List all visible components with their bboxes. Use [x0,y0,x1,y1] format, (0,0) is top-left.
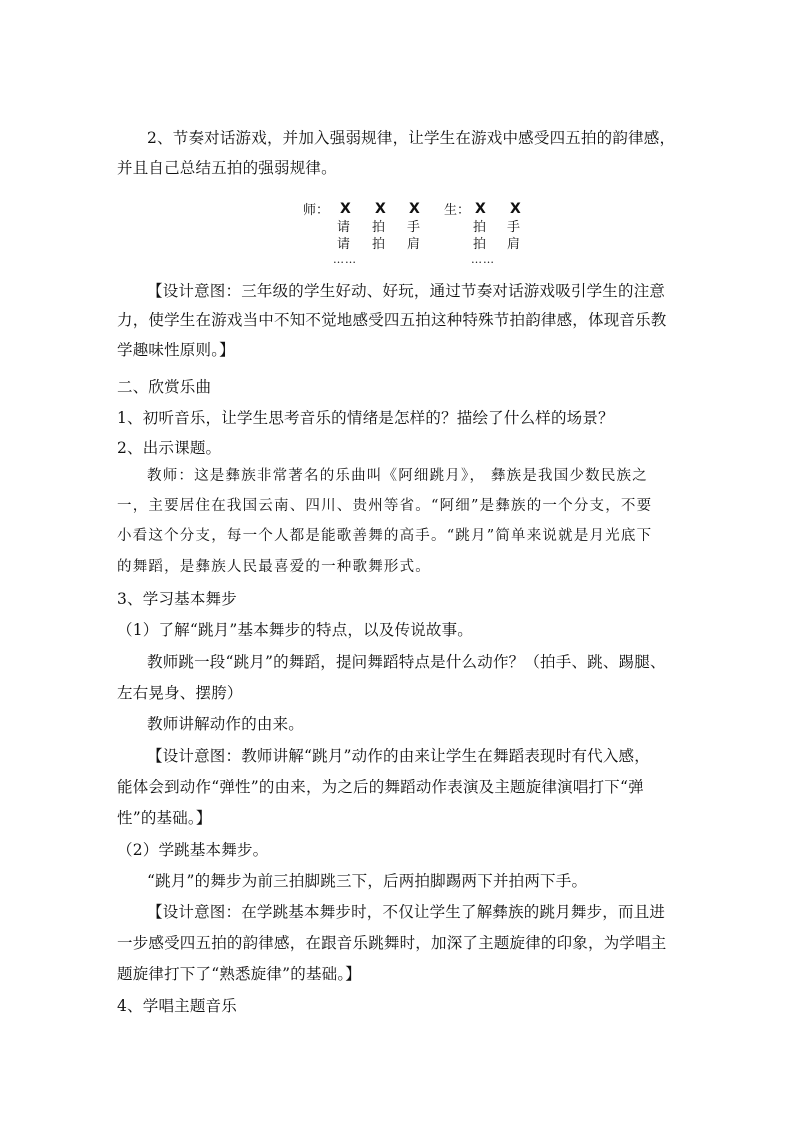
teacher-speech-line: 的舞蹈，是彝族人民最喜爱的一种歌舞形式。 [117,559,431,575]
rhythm-word: 肩 [507,237,521,252]
rhythm-word: 拍 [372,220,386,235]
design-intent-line: 【设计意图：教师讲解“跳月”动作的由来让学生在舞蹈表现时有代入感， [147,747,650,765]
design-intent-line: 【设计意图：在学跳基本舞步时，不仅让学生了解彝族的跳月舞步，而且进 [147,903,666,921]
teacher-speech-line: 一，主要居住在我国云南、四川、贵州等省。“阿细”是彝族的一个分支，不要 [117,498,653,514]
paragraph-line: 教师跳一段“跳月”的舞蹈，提问舞蹈特点是什么动作？（拍手、跳、踢腿、 [147,653,666,671]
rhythm-word: 手 [507,220,521,235]
rhythm-beat: X [510,201,521,217]
rhythm-word: 请 [337,237,351,252]
rhythm-word: 手 [407,220,421,235]
paragraph-line: “跳月”的舞步为前三拍脚跳三下，后两拍脚踢两下并拍两下手。 [147,872,588,890]
design-intent-line: 力，使学生在游戏当中不知不觉地感受四五拍这种特殊节拍韵律感，体现音乐教 [117,311,667,329]
student-label: 生： [444,203,471,218]
list-item: 3、学习基本舞步 [117,590,237,608]
list-item: 4、学唱主题音乐 [117,997,237,1015]
rhythm-beat: X [475,201,486,217]
ellipsis: …… [333,253,357,266]
design-intent-line: 能体会到动作“弹性”的由来，为之后的舞蹈动作表演及主题旋律演唱打下“弹 [117,778,644,796]
design-intent-line: 一步感受四五拍的韵律感，在跟音乐跳舞时，加深了主题旋律的印象，为学唱主 [117,934,667,952]
design-intent-line: 【设计意图：三年级的学生好动、好玩，通过节奏对话游戏吸引学生的注意 [147,282,666,300]
rhythm-beat: X [375,201,386,217]
rhythm-beat: X [409,201,420,217]
list-item: 1、初听音乐，让学生思考音乐的情绪是怎样的？描绘了什么样的场景？ [117,409,614,427]
rhythm-word: 拍 [473,220,487,235]
section-heading: 二、欣赏乐曲 [117,378,212,396]
teacher-label: 师： [303,203,330,218]
sub-item: （1）了解“跳月”基本舞步的特点，以及传说故事。 [117,621,474,639]
teacher-speech-line: 小看这个分支，每一个人都是能歌善舞的高手。“跳月”简单来说就是月光底下 [117,528,653,544]
paragraph-line: 教师讲解动作的由来。 [147,715,305,733]
paragraph-line: 并且自己总结五拍的强弱规律。 [117,159,337,177]
design-intent-line: 学趣味性原则。】 [117,341,235,359]
sub-item: （2）学跳基本舞步。 [117,841,269,859]
paragraph-line: 左右晃身、摆胯） [117,684,243,702]
rhythm-word: 拍 [372,237,386,252]
rhythm-beat: X [340,201,351,217]
rhythm-word: 肩 [407,237,421,252]
list-item: 2、出示课题。 [117,439,222,457]
design-intent-line: 性”的基础。】 [117,809,212,827]
paragraph-line: 2、节奏对话游戏，并加入强弱规律，让学生在游戏中感受四五拍的韵律感， [147,129,676,147]
ellipsis: …… [471,253,495,266]
teacher-speech-line: 教师：这是彝族非常著名的乐曲叫《阿细跳月》， 彝族是我国少数民族之 [147,468,648,484]
rhythm-word: 请 [337,220,351,235]
rhythm-word: 拍 [473,237,487,252]
design-intent-line: 题旋律打下了“熟悉旋律”的基础。】 [117,965,361,983]
